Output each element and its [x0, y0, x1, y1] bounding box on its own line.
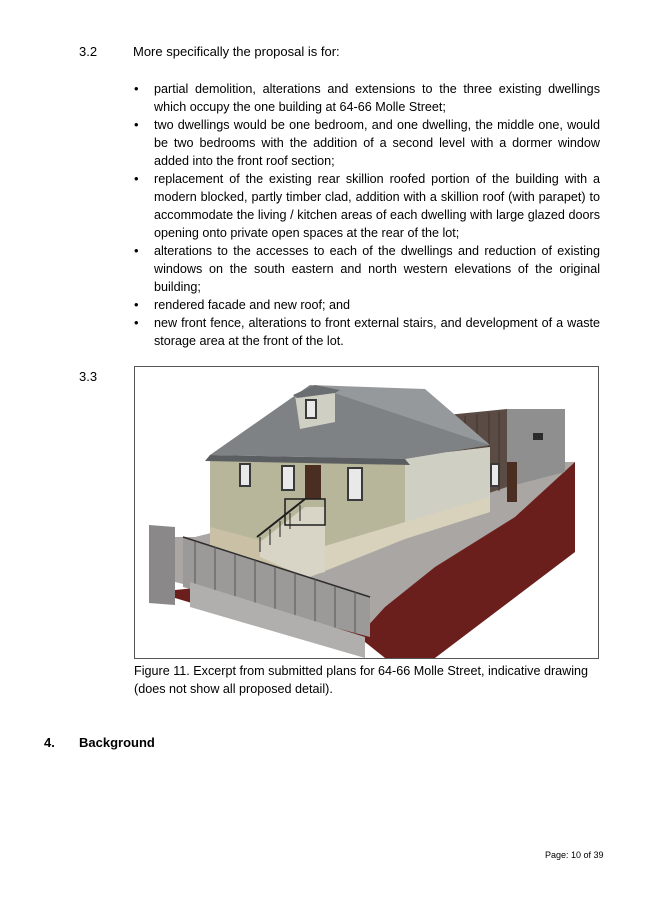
bullet-item: • rendered facade and new roof; and [133, 296, 600, 314]
bullet-item: • partial demolition, alterations and extensions to the three existing dwellings which occupy the one building at 64-66 Molle Street; [133, 80, 600, 116]
bullet-item: • replacement of the existing rear skillion roofed portion of the building with a modern blocked, partly timber clad, addition with a skillion roof (with parapet) to accommodate the living / kitchen areas of each dwelling with large glazed doors opening onto private open spaces at the rear of the lot; [133, 170, 600, 242]
section-3-2-lead: More specifically the proposal is for: [133, 44, 340, 59]
page-number: Page: 10 of 39 [545, 850, 604, 860]
bullet-item: • two dwellings would be one bedroom, and one dwelling, the middle one, would be two bedrooms with the addition of a second level with a dormer window added into the front roof section; [133, 116, 600, 170]
section-4-number: 4. [44, 735, 55, 750]
building-figure [134, 366, 599, 659]
section-3-2-number: 3.2 [79, 44, 98, 59]
figure-caption: Figure 11. Excerpt from submitted plans for 64-66 Molle Street, indicative drawing (does not show all proposed detail). [134, 664, 589, 696]
building-drawing [135, 367, 598, 658]
section-3-3-number: 3.3 [79, 369, 98, 384]
bullet-item: • new front fence, alterations to front external stairs, and development of a waste storage area at the front of the lot. [133, 314, 600, 350]
proposal-bullet-list [133, 80, 600, 350]
section-4-heading: Background [79, 735, 155, 750]
bullet-item: • alterations to the accesses to each of the dwellings and reduction of existing windows on the south eastern and north western elevations of the original building; [133, 242, 600, 296]
